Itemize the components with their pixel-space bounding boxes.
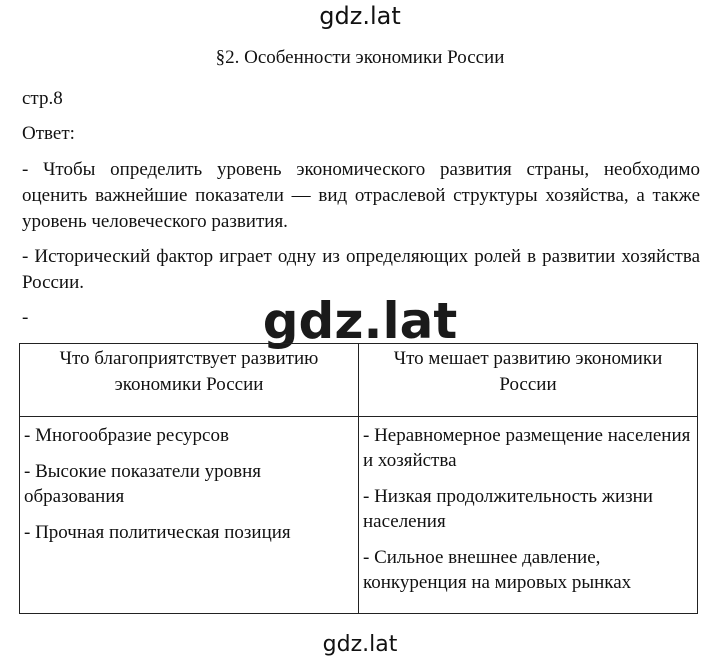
page-title: §2. Особенности экономики России [215, 47, 505, 68]
dash-marker: - [22, 307, 29, 328]
watermark-bottom: gdz.lat [322, 632, 398, 657]
favorable-item: - Многообразие ресурсов [24, 425, 229, 446]
paragraph-1: - Чтобы определить уровень экономического развития страны, необходимо оценить важнейшие показатели — вид отраслевой структуры хозяйства, а также уровень человеческого развития. [22, 159, 700, 232]
obstacle-item: - Низкая продолжительность жизни населения [363, 486, 653, 532]
comparison-table [19, 343, 698, 614]
obstacle-item: - Неравномерное размещение населения и хозяйства [363, 425, 691, 471]
watermark-top: gdz.lat [319, 2, 401, 30]
obstacle-item: - Сильное внешнее давление, конкуренция на мировых рынках [363, 547, 632, 593]
favorable-item: - Высокие показатели уровня образования [24, 461, 262, 507]
header-obstacles: Что мешает развитию экономики России [359, 344, 698, 417]
obstacles-cell [359, 417, 698, 614]
favorable-cell [20, 417, 359, 614]
table-header-row [20, 344, 698, 417]
header-favorable: Что благоприятствует развитию экономики России [20, 344, 359, 417]
table-row [20, 417, 698, 614]
answer-label: Ответ: [22, 123, 75, 144]
watermark-middle: gdz.lat [262, 292, 458, 350]
favorable-item: - Прочная политическая позиция [24, 522, 291, 543]
page-reference: стр.8 [22, 88, 63, 109]
paragraph-2: - Исторический фактор играет одну из определяющих ролей в развитии хозяйства России. [22, 246, 700, 293]
